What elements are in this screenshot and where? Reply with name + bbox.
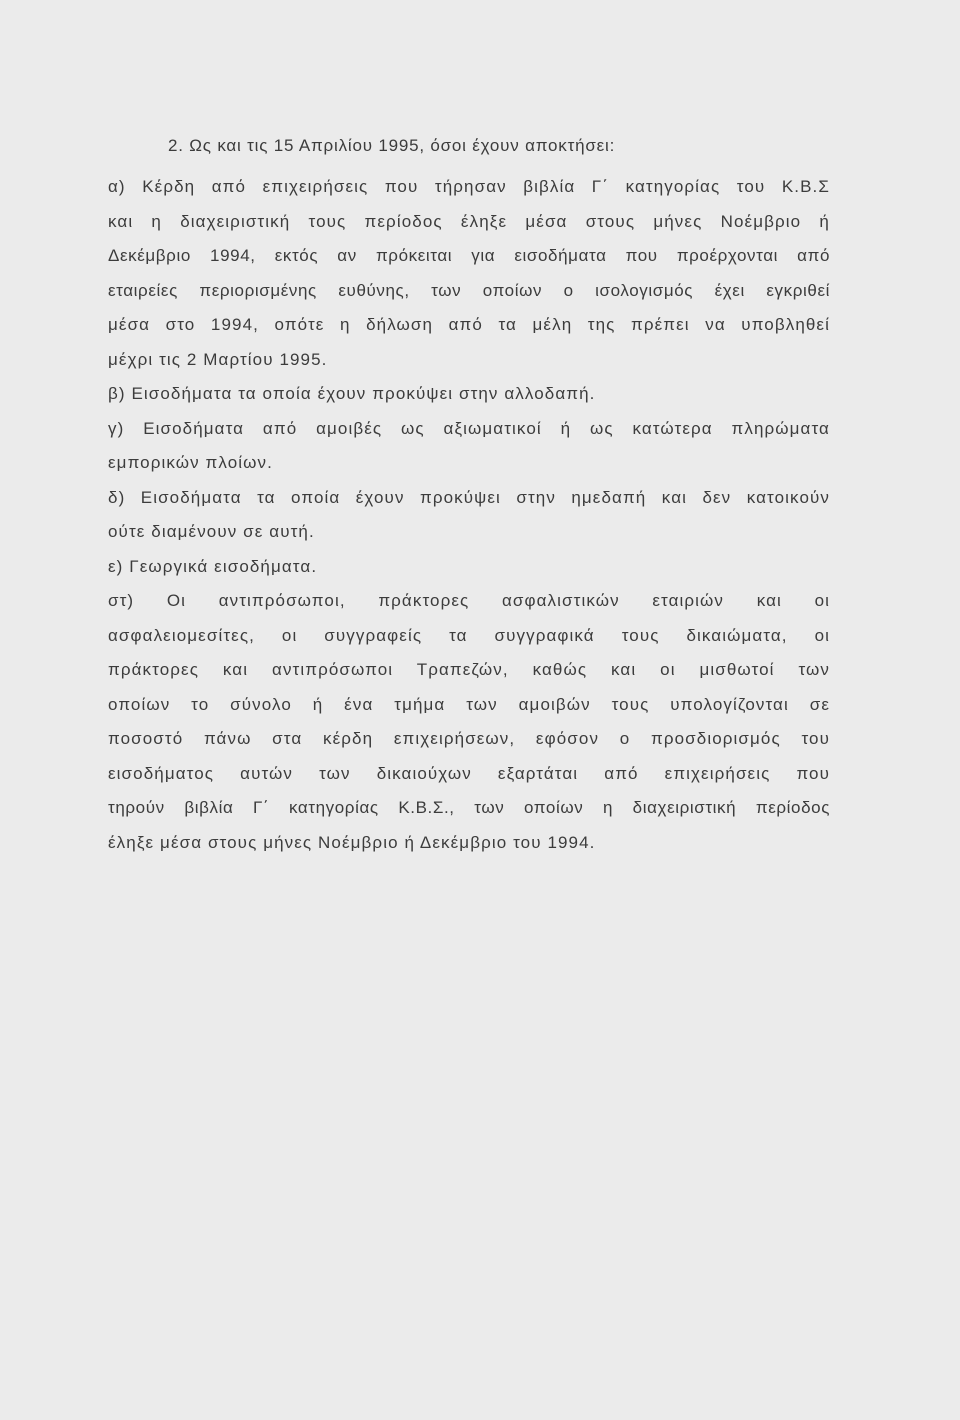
body-text <box>108 170 830 860</box>
text-line: δ) Εισοδήματα τα οποία έχουν προκύψει στην ημεδαπή και δεν κατοικούν <box>108 487 830 507</box>
text-line: εισοδήματος αυτών των δικαιούχων εξαρτάται από επιχειρήσεις που <box>108 763 830 783</box>
text-line: Δεκέμβριο 1994, εκτός αν πρόκειται για εισοδήματα που προέρχονται από <box>108 246 830 265</box>
text-line: α) Κέρδη από επιχειρήσεις που τήρησαν βιβλία Γ΄ κατηγορίας του Κ.Β.Σ <box>108 177 830 196</box>
text-line: εταιρείες περιορισμένης ευθύνης, των οποίων ο ισολογισμός έχει εγκριθεί <box>108 280 830 300</box>
text-line: γ) Εισοδήματα από αμοιβές ως αξιωματικοί ή ως κατώτερα πληρώματα <box>108 418 830 438</box>
text-line: τηρούν βιβλία Γ΄ κατηγορίας Κ.Β.Σ., των οποίων η διαχειριστική περίοδος <box>108 798 830 817</box>
text-line: εμπορικών πλοίων. <box>108 453 273 472</box>
text-line: ασφαλειομεσίτες, οι συγγραφείς τα συγγραφικά τους δικαιώματα, οι <box>108 625 830 645</box>
text-line: ούτε διαμένουν σε αυτή. <box>108 522 315 541</box>
text-line: μέχρι τις 2 Μαρτίου 1995. <box>108 349 328 369</box>
text-line: β) Εισοδήματα τα οποία έχουν προκύψει στην αλλοδαπή. <box>108 384 596 403</box>
text-line: οποίων το σύνολο ή ένα τμήμα των αμοιβών τους υπολογίζονται σε <box>108 694 830 714</box>
text-line: ποσοστό πάνω στα κέρδη επιχειρήσεων, εφόσον ο προσδιορισμός του <box>108 729 830 748</box>
text-line: μέσα στο 1994, οπότε η δήλωση από τα μέλη της πρέπει να υποβληθεί <box>108 315 830 334</box>
text-line: ε) Γεωργικά εισοδήματα. <box>108 556 318 576</box>
text-line: και η διαχειριστική τους περίοδος έληξε μέσα στους μήνες Νοέμβριο ή <box>108 211 830 231</box>
text-line: πράκτορες και αντιπρόσωποι Τραπεζών, καθώς και οι μισθωτοί των <box>108 660 830 679</box>
section-heading: 2. Ως και τις 15 Απριλίου 1995, όσοι έχουν αποκτήσει: <box>168 136 616 155</box>
text-line: έληξε μέσα στους μήνες Νοέμβριο ή Δεκέμβριο του 1994. <box>108 832 596 852</box>
text-line: στ) Οι αντιπρόσωποι, πράκτορες ασφαλιστικών εταιριών και οι <box>108 591 830 610</box>
